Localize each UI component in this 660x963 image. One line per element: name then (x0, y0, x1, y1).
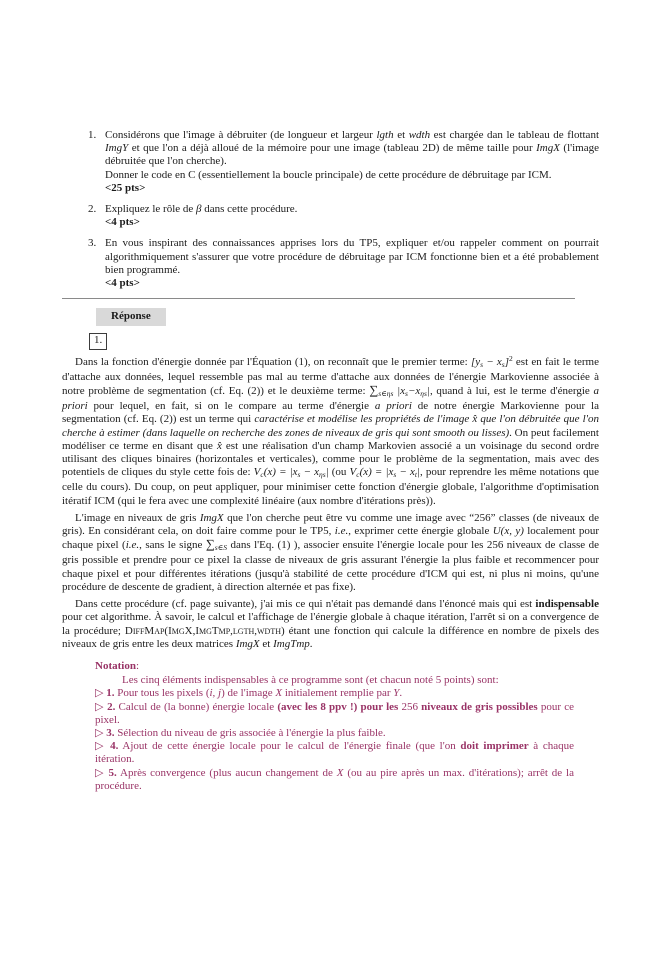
response-heading: Réponse (96, 308, 166, 326)
response-heading-row (62, 299, 599, 326)
exercise-item-number: 1. (88, 129, 97, 141)
notation-section (95, 660, 574, 793)
notation-item-2: ▷ 2. Calcul de (la bonne) énergie locale (avec les 8 ppv !) pour les 256 niveaux de gris possibles pour ce pixel. (95, 700, 575, 726)
exercise-item-1 (62, 129, 599, 195)
answer-number-box: 1. (89, 333, 107, 349)
exercise-item-number: 2. (88, 203, 97, 216)
exercise-item-text: Expliquez le rôle de β dans cette procédure. <4 pts> (105, 203, 298, 229)
answer-number-row (62, 326, 599, 349)
exercise-list (62, 129, 599, 290)
exercise-item-text: Considérons que l'image à débruiter (de longueur et largeur lgth et wdth est chargée dan le tableau de flottant ImgY et que l'on a déjà alloué de la mémoire pour une image (tableau 2D) de même taille pour ImgX (l'image débruitée que l'on cherche). Donner le code en C (essentiellement la boucle principale) de cette procédure de débruitage par ICM. <25 pts> (105, 129, 599, 194)
exercise-item-number: 3. (88, 237, 97, 250)
notation-item-3: ▷ 3. Sélection du niveau de gris associée à l'énergie la plus faible. (95, 726, 386, 739)
notation-item-5: ▷ 5. Après convergence (plus aucun changement de X (ou au pire après un max. d'itérations); arrêt de la procédure. (95, 766, 574, 792)
notation-item-1: ▷ 1. Pour tous les pixels (i, j) de l'image X initialement remplie par Y. (95, 687, 403, 700)
notation-intro: Les cinq éléments indispensables à ce programme sont (et chacun noté 5 points) sont: (122, 674, 499, 687)
exercise-item-2 (62, 203, 599, 229)
answer-paragraph-2: L'image en niveaux de gris ImgX que l'on cherche peut être vu comme une image avec “256” classes (de niveaux de gris). En considérant cela, on doit faire comme pour le TP5, i.e., exprimer cette énergie globale U(x, y) localement pour chaque pixel (i.e., sans le signe ∑s∈S dans l'Eq. (1) ), associer ensuite l'énergie locale pour les 256 niveaux de classe de gris possible et prendre pour ce pixel la classe de niveaux de gris assurant l'énergie la plus faible et recommencer pour chaque pixel et pour différentes itérations (jusqu'à stabilité de cette procédure d'ICM qui est, ni plus ni moins, qu'une procédure de descente de gradient, à direction alternée et pas fixe). (62, 511, 599, 593)
answer-paragraph-1: Dans la fonction d'énergie donnée par l'Équation (1), on reconnaît que le premier terme: [ys − xs]$^2$ est en fait le terme d'attache aux données, lequel ressemble pas mal au terme d'attache aux données de l'énergie Markovienne associée à notre problème de segmentation (cf. Eq. (2)) et le deuxième terme: ∑s∈ηs |xs−xηs|, quand à lui, est le terme d'énergie a priori pour lequel, en fait, si on le compare au terme d'énergie a priori de notre énergie Markovienne pour la segmentation (cf. Eq. (2)) est un terme qui caractérise et modélise les propriétés de l'image x̂ que l'on débruitée que l'on cherche à estimer (dans laquelle on recherche des zones de niveaux de gris qui sont smooth ou lisses). On peut facilement modéliser ce terme en disant que x̂ est une réalisation d'un champ Markovien associé a un voisinage du second ordre utilisant des cliques binaires (horizontales et verticales), comme pour le problème de la segmentation, mais avec des potentiels de cliques du style cette fois de: Vc(x) = |xs − xηs| (ou Vc(x) = |xs − xt|, pour reprendre les même notations que celle du cours). Du coup, on peut appliquer, pour minimiser cette fonction d'énergie globale, l'algorithme d'optimisation itératif ICM (qui le fera avec une complexité linéaire (aux nombre d'itérations près)). (62, 353, 600, 507)
notation-item-4: ▷ 4. Ajout de cette énergie locale pour le calcul de l'énergie finale (que l'on doit imprimer à chaque itération. (95, 740, 575, 766)
exercise-item-text: En vous inspirant des connaissances apprises lors du TP5, expliquer et/ou rappeler comment on pourrait algorithmiquement s'assurer que votre procédure de débruitage par ICM fonctionne bien et a été probablement bien programmé. <4 pts> (105, 237, 599, 290)
page-content (62, 129, 599, 793)
notation-heading: Notation: (95, 659, 140, 672)
answer-paragraph-3: Dans cette procédure (cf. page suivante), j'ai mis ce qui n'était pas demandé dans l'énoncé mais qui est indispensable pour cet algorithme. À savoir, le calcul et l'affichage de l'énergie globale à chaque itération, l'arrêt si on a convergence de la procédure; DiffMap(ImgX,ImgTmp,lgth,wdth) étant une fonction qui calcule la différence en nombre de pixels des niveaux de gris entre les deux matrices ImgX et ImgTmp. (62, 598, 600, 650)
exercise-item-3 (62, 237, 599, 290)
